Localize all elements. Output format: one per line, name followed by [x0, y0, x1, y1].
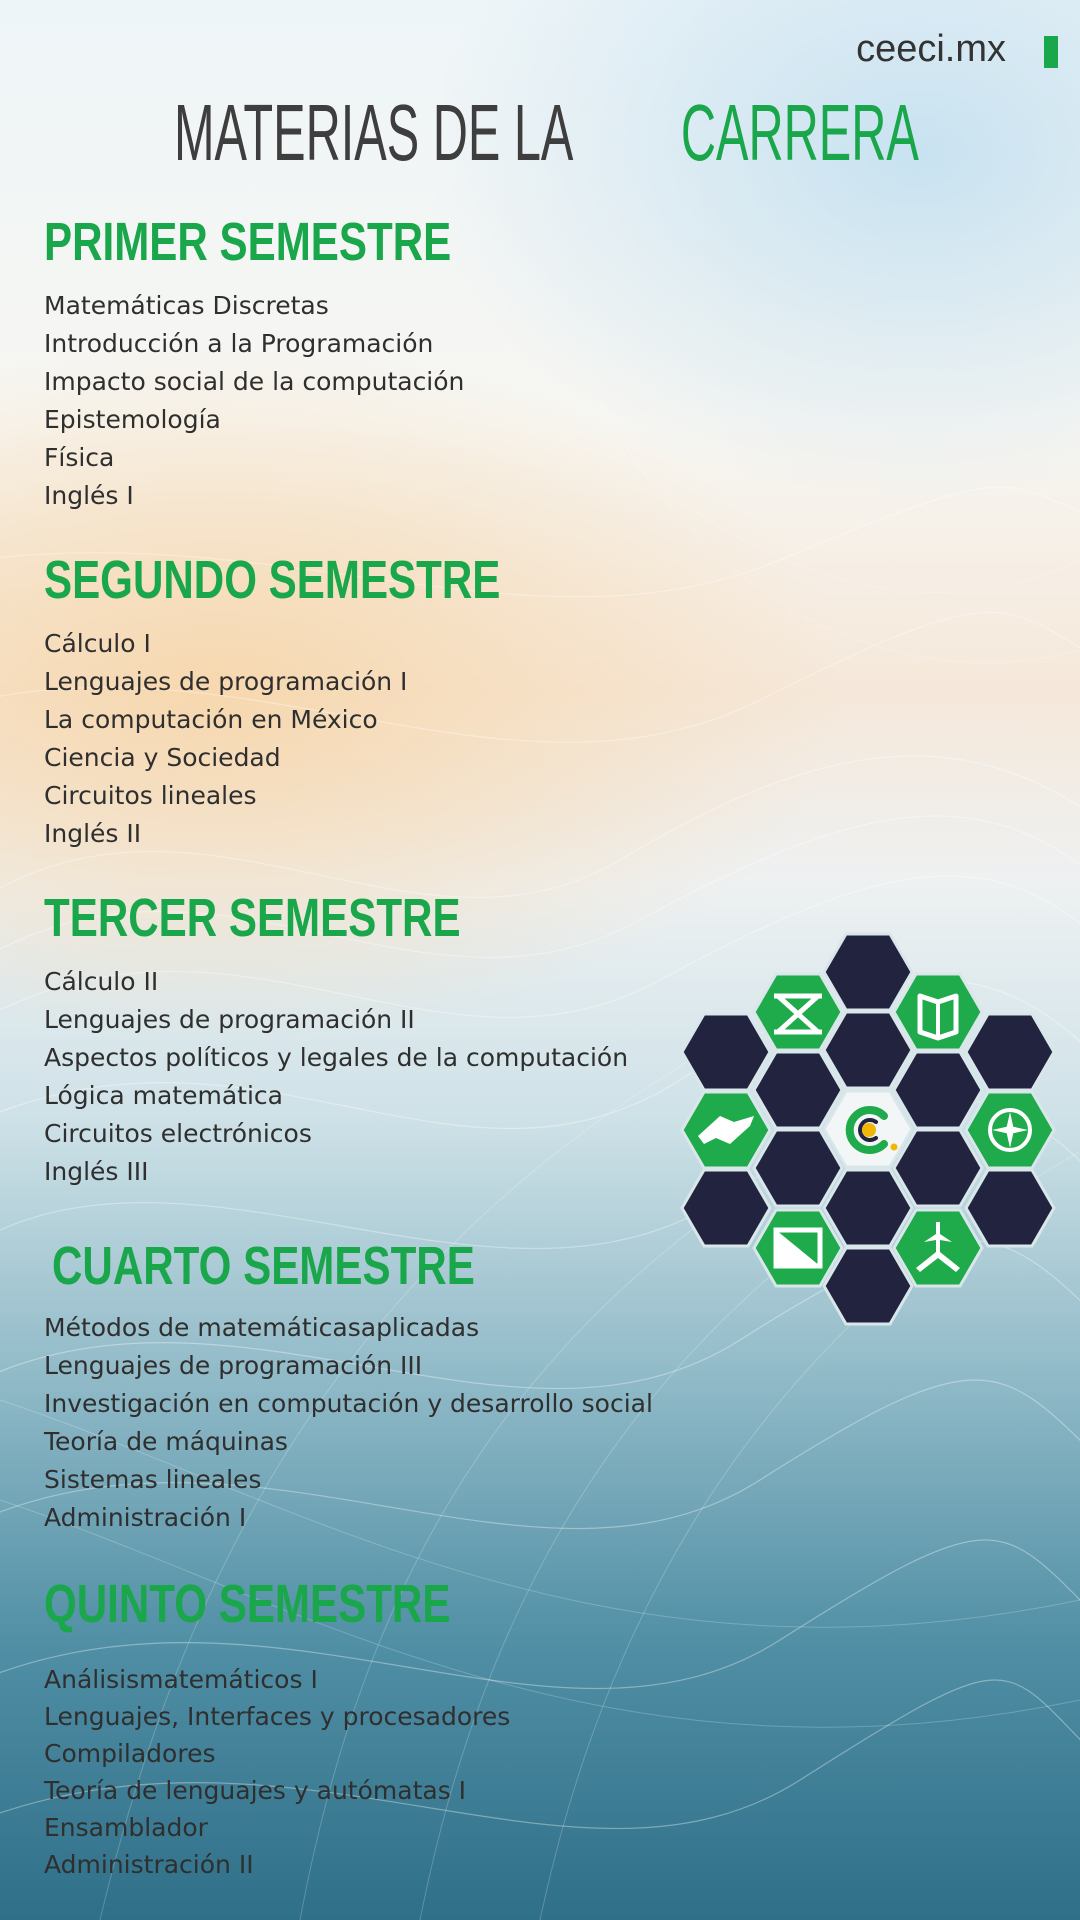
subject-item: Ciencia y Sociedad: [44, 743, 281, 772]
compass-icon: [966, 1092, 1054, 1168]
subject-item: Inglés II: [44, 819, 142, 848]
site-name: ceeci.mx: [856, 28, 1006, 70]
logo-c-icon: [824, 1091, 912, 1167]
accent-bar: [1044, 36, 1058, 68]
subject-item: Circuitos lineales: [44, 781, 257, 810]
title-main: MATERIAS DE LA: [174, 88, 574, 177]
subject-item: Física: [44, 443, 115, 472]
subject-item: Lenguajes de programación III: [44, 1351, 423, 1380]
subject-item: Sistemas lineales: [44, 1465, 262, 1494]
semester-heading: SEGUNDO SEMESTRE: [44, 550, 501, 610]
subject-list: [44, 1309, 653, 1537]
semester-heading: CUARTO SEMESTRE: [52, 1236, 475, 1296]
subject-item: Inglés III: [44, 1157, 149, 1186]
hexagon-cluster-graphic: [680, 930, 1060, 1330]
tree-icon: [894, 1210, 982, 1286]
subject-item: Ensamblador: [44, 1813, 208, 1842]
subject-item: Métodos de matemáticasaplicadas: [44, 1313, 480, 1342]
subject-item: Lenguajes, Interfaces y procesadores: [44, 1702, 511, 1731]
subject-list: [44, 287, 464, 515]
subject-item: Análisismatemáticos I: [44, 1665, 318, 1694]
subject-item: La computación en México: [44, 705, 378, 734]
subject-list: [44, 1661, 510, 1883]
subject-item: Inglés I: [44, 481, 134, 510]
semester-heading: TERCER SEMESTRE: [44, 888, 461, 948]
subject-item: Cálculo I: [44, 629, 151, 658]
semester-heading: QUINTO SEMESTRE: [44, 1574, 451, 1634]
subject-item: Lenguajes de programación II: [44, 1005, 415, 1034]
handshake-icon: [682, 1092, 770, 1168]
semester-heading: PRIMER SEMESTRE: [44, 212, 452, 272]
book-icon: [894, 974, 982, 1050]
subject-item: Teoría de lenguajes y autómatas I: [44, 1776, 467, 1805]
subject-item: Matemáticas Discretas: [44, 291, 329, 320]
subject-list: [44, 625, 407, 853]
subject-item: Teoría de máquinas: [44, 1427, 288, 1456]
subject-item: Epistemología: [44, 405, 221, 434]
hourglass-icon: [754, 974, 842, 1050]
subject-item: Lógica matemática: [44, 1081, 283, 1110]
subject-item: Circuitos electrónicos: [44, 1119, 312, 1148]
subject-item: Compiladores: [44, 1739, 216, 1768]
title-accent: CARRERA: [680, 88, 919, 177]
subject-item: Impacto social de la computación: [44, 367, 465, 396]
subject-item: Lenguajes de programación I: [44, 667, 408, 696]
page-title: [0, 88, 1060, 178]
subject-list: [44, 963, 628, 1191]
envelope-icon: [754, 1210, 842, 1286]
subject-item: Investigación en computación y desarrollo social: [44, 1389, 653, 1418]
subject-item: Aspectos políticos y legales de la computación: [44, 1043, 629, 1072]
subject-item: Administración II: [44, 1850, 254, 1879]
subject-item: Introducción a la Programación: [44, 329, 434, 358]
subject-item: Cálculo II: [44, 967, 159, 996]
subject-item: Administración I: [44, 1503, 247, 1532]
